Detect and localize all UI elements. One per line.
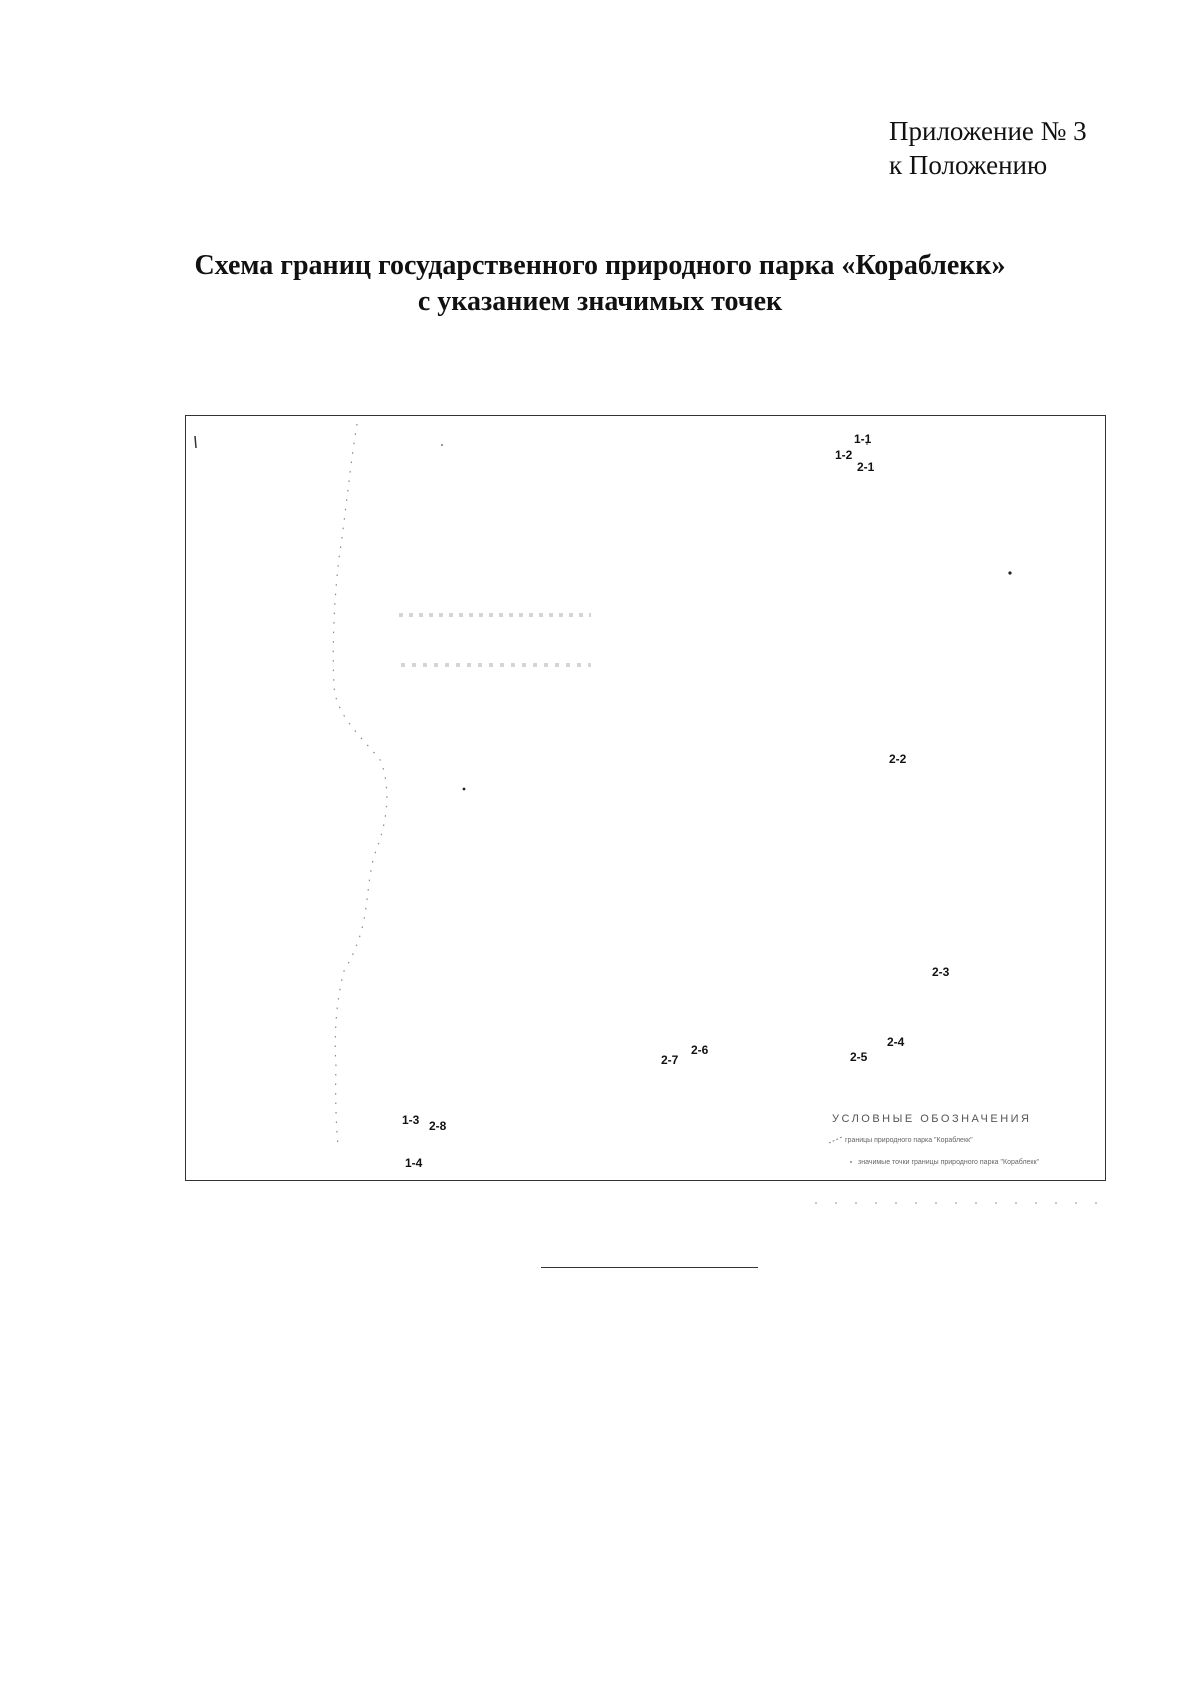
- legend-point-swatch: [850, 1161, 852, 1163]
- legend-boundary-swatch: [829, 1137, 842, 1143]
- appendix-reference: к Положению: [889, 150, 1048, 180]
- legend-points-text: значимые точки границы природного парка "Кораблекк": [858, 1159, 1040, 1166]
- point-label-2-7: 2-7: [661, 1053, 679, 1067]
- document-title-line-2: с указанием значимых точек: [417, 286, 783, 317]
- map-dot: [463, 788, 466, 791]
- appendix-note: [889, 114, 1087, 182]
- legend-title: УСЛОВНЫЕ ОБОЗНАЧЕНИЯ: [832, 1113, 1032, 1125]
- point-label-2-5: 2-5: [850, 1050, 868, 1064]
- point-labels: [402, 432, 950, 1170]
- document-title-line-1: Схема границ государственного природного парка «Кораблекк»: [194, 250, 1006, 281]
- map-dot: [441, 444, 443, 446]
- appendix-number: Приложение № 3: [889, 116, 1087, 146]
- faint-scale-bar: [815, 1196, 1105, 1210]
- point-label-2-6: 2-6: [691, 1043, 709, 1057]
- document-title: [150, 248, 1050, 320]
- map-legend: [829, 1113, 1040, 1166]
- point-label-1-1: 1-1: [854, 432, 872, 446]
- point-label-2-4: 2-4: [887, 1035, 905, 1049]
- park-boundary-line: [333, 424, 387, 1146]
- footer-separator-line: [541, 1267, 758, 1268]
- point-label-1-2: 1-2: [835, 448, 853, 462]
- boundary-map: [185, 415, 1106, 1181]
- point-label-2-1: 2-1: [857, 460, 875, 474]
- point-label-2-2: 2-2: [889, 752, 907, 766]
- point-label-1-3: 1-3: [402, 1113, 420, 1127]
- legend-boundary-text: границы природного парка "Кораблекк": [845, 1137, 973, 1144]
- point-label-1-4: 1-4: [405, 1156, 423, 1170]
- point-label-2-3: 2-3: [932, 965, 950, 979]
- map-edge-tick: [195, 436, 196, 448]
- boundary-map-canvas: [186, 416, 1107, 1182]
- map-dot: [1008, 571, 1011, 574]
- point-label-2-8: 2-8: [429, 1119, 447, 1133]
